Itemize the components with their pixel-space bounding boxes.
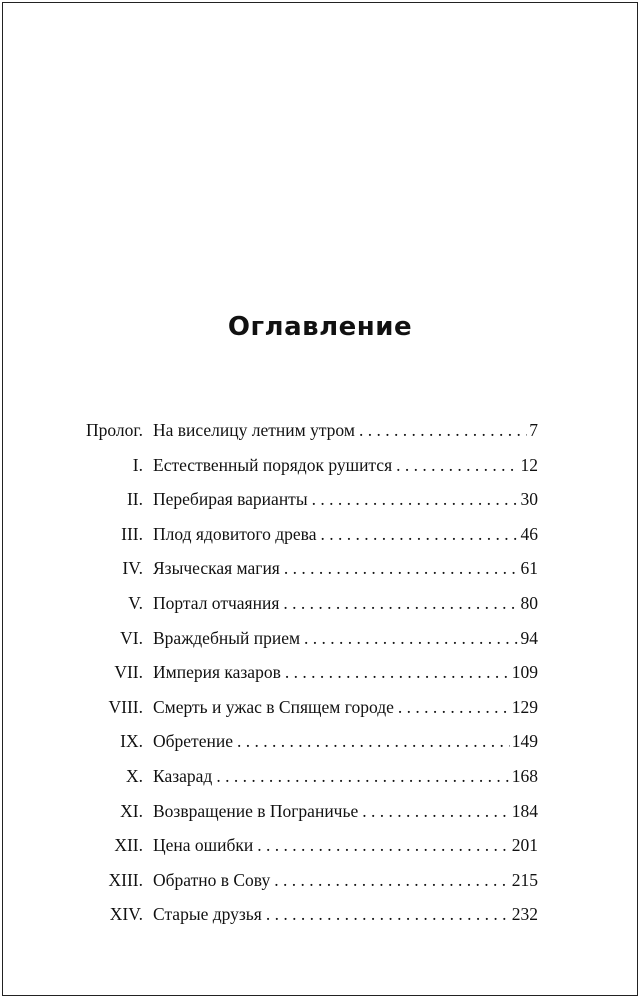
- toc-entry: [3, 586, 637, 621]
- dot-leader: [312, 482, 519, 517]
- toc-entry: [3, 482, 637, 517]
- page-number: 7: [529, 420, 538, 440]
- page-number: 109: [511, 662, 538, 683]
- toc-entry-line: [153, 586, 538, 621]
- chapter-number: Пролог.: [86, 420, 143, 440]
- chapter-number: XII.: [114, 835, 143, 856]
- toc-entry-line: [153, 551, 538, 586]
- chapter-title: Смерть и ужас в Спящем городе: [153, 696, 394, 717]
- chapter-number: I.: [132, 454, 143, 475]
- dot-leader: [396, 448, 518, 483]
- toc-entry: [3, 517, 637, 552]
- toc-entry-line: [153, 621, 538, 656]
- dot-leader: [398, 690, 510, 725]
- dot-leader: [216, 759, 509, 794]
- page-number: 149: [511, 731, 538, 752]
- toc-entry: [3, 413, 637, 448]
- chapter-title: Старые друзья: [153, 904, 262, 925]
- dot-leader: [320, 517, 518, 552]
- chapter-number: VII.: [114, 662, 143, 683]
- page-number: 80: [520, 592, 538, 613]
- page-number: 61: [520, 558, 538, 579]
- toc-entry-line: [153, 517, 538, 552]
- dot-leader: [257, 828, 509, 863]
- page-number: 46: [520, 523, 538, 544]
- page-number: 94: [520, 627, 538, 648]
- chapter-number: V.: [128, 592, 143, 613]
- table-of-contents: [3, 413, 637, 932]
- book-page: [2, 2, 638, 996]
- toc-entry-line: [153, 482, 538, 517]
- chapter-title: Возвращение в Пограничье: [153, 800, 359, 821]
- chapter-title: Казарад: [153, 765, 213, 786]
- toc-entry: [3, 690, 637, 725]
- chapter-title: Обратно в Сову: [153, 869, 271, 890]
- chapter-number: XIII.: [108, 869, 143, 890]
- chapter-number: IX.: [120, 731, 143, 752]
- chapter-title: Портал отчаяния: [153, 592, 280, 613]
- page-number: 232: [511, 904, 538, 925]
- toc-entry: [3, 794, 637, 829]
- toc-entry: [3, 621, 637, 656]
- dot-leader: [304, 621, 518, 656]
- page-number: 129: [511, 696, 538, 717]
- toc-entry: [3, 551, 637, 586]
- toc-entry: [3, 759, 637, 794]
- toc-entry-line: [153, 794, 538, 829]
- toc-entry: [3, 655, 637, 690]
- dot-leader: [362, 794, 510, 829]
- toc-entry-line: [153, 759, 538, 794]
- chapter-number: XIV.: [109, 904, 143, 925]
- page-number: 201: [511, 835, 538, 856]
- chapter-title: Цена ошибки: [153, 835, 254, 856]
- chapter-number: VIII.: [108, 696, 143, 717]
- chapter-number: VI.: [120, 627, 143, 648]
- dot-leader: [283, 586, 518, 621]
- toc-entry: [3, 828, 637, 863]
- toc-entry-line: [153, 413, 538, 448]
- chapter-title: Обретение: [153, 731, 233, 752]
- dot-leader: [274, 863, 510, 898]
- toc-entry: [3, 897, 637, 932]
- chapter-number: IV.: [122, 558, 143, 579]
- page-number: 184: [511, 800, 538, 821]
- dot-leader: [359, 413, 527, 448]
- toc-entry-line: [153, 655, 538, 690]
- dot-leader: [266, 897, 510, 932]
- chapter-number: X.: [125, 765, 143, 786]
- page-title: Оглавление: [227, 312, 413, 342]
- toc-entry-line: [153, 448, 538, 483]
- chapter-title: Естественный порядок рушится: [153, 454, 393, 475]
- page-number: 168: [511, 765, 538, 786]
- toc-entry-line: [153, 690, 538, 725]
- dot-leader: [237, 724, 510, 759]
- dot-leader: [285, 655, 510, 690]
- chapter-title: Империя казаров: [153, 662, 281, 683]
- chapter-title: На виселицу летним утром: [153, 420, 355, 440]
- chapter-title: Враждебный прием: [153, 627, 301, 648]
- toc-entry: [3, 448, 637, 483]
- toc-entry: [3, 863, 637, 898]
- toc-entry: [3, 724, 637, 759]
- toc-entry-line: [153, 828, 538, 863]
- toc-entry-line: [153, 897, 538, 932]
- toc-entry-line: [153, 724, 538, 759]
- chapter-title: Перебирая варианты: [153, 489, 308, 510]
- chapter-title: Языческая магия: [153, 558, 280, 579]
- chapter-number: II.: [126, 489, 143, 510]
- page-number: 215: [511, 869, 538, 890]
- dot-leader: [284, 551, 519, 586]
- chapter-number: III.: [121, 523, 143, 544]
- toc-entry-line: [153, 863, 538, 898]
- chapter-title: Плод ядовитого древа: [153, 523, 317, 544]
- chapter-number: XI.: [120, 800, 143, 821]
- page-number: 30: [520, 489, 538, 510]
- page-number: 12: [520, 454, 538, 475]
